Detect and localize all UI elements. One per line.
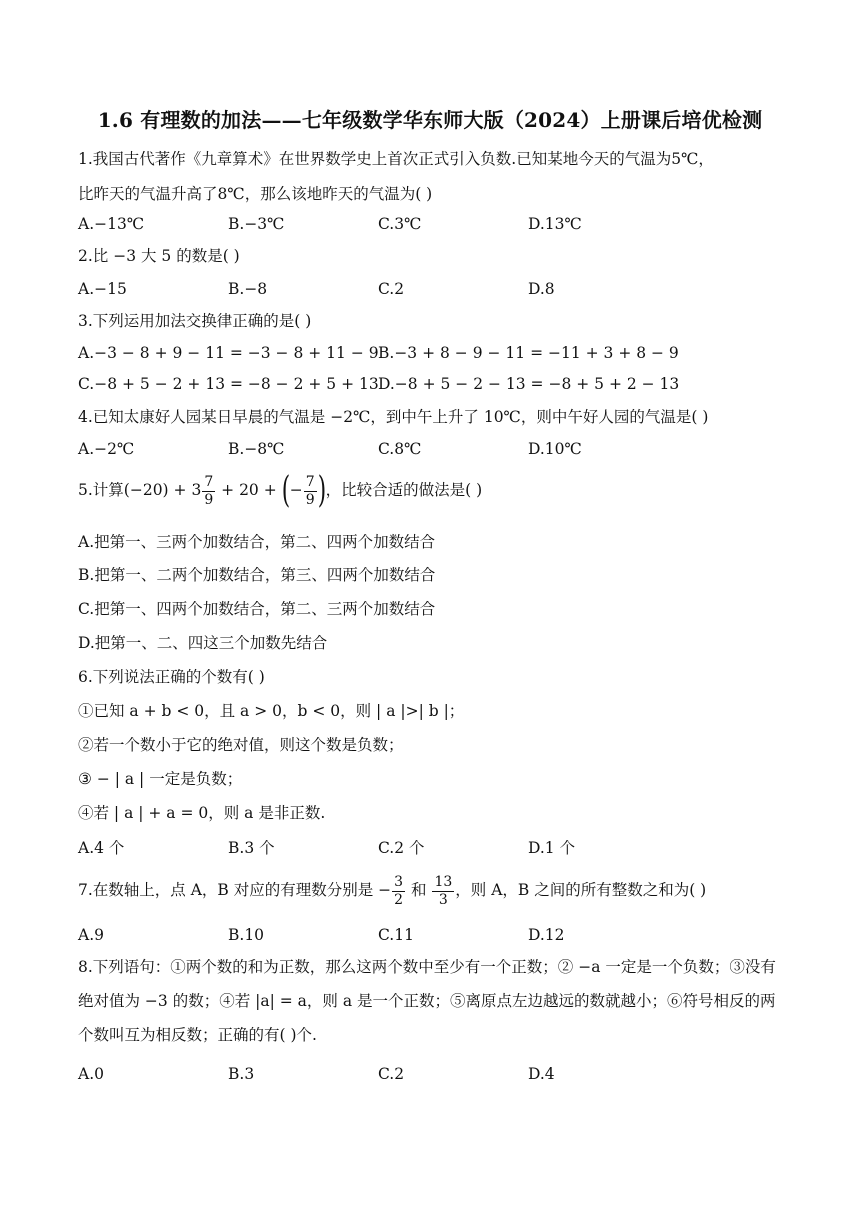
q4-option-c: C.8℃ (378, 440, 422, 458)
q4-option-b: B.−8℃ (228, 440, 285, 458)
q6-option-a: A.4 个 (78, 839, 125, 857)
q5-expr-a: (−20) + 3 (123, 481, 202, 499)
q2-option-d: D.8 (528, 280, 555, 298)
q3-option-c: C.−8 + 5 − 2 + 13 = −8 − 2 + 5 + 13 (78, 375, 379, 393)
q5-option-b: B.把第一、二两个加数结合，第三、四两个加数结合 (78, 566, 436, 584)
q6-item-3: ③ − | a | 一定是负数； (78, 770, 243, 788)
q7-fraction-1-denominator: 2 (394, 891, 404, 908)
q3-stem: 3.下列运用加法交换律正确的是( ) (78, 312, 312, 330)
q3-option-d: D.−8 + 5 − 2 − 13 = −8 + 5 + 2 − 13 (378, 375, 680, 393)
q6-options (78, 837, 798, 859)
page-title: 1.6 有理数的加法——七年级数学华东师大版（2024）上册课后培优检测 (97, 108, 763, 132)
q5-option-a: A.把第一、三两个加数结合，第二、四两个加数结合 (78, 533, 436, 551)
q8-options (78, 1063, 798, 1085)
q6-option-b: B.3 个 (228, 839, 275, 857)
q7-prefix: 7.在数轴上，点 A，B 对应的有理数分别是 − (78, 881, 392, 899)
q8-stem: 8.下列语句：①两个数的和为正数，那么这两个数中至少有一个正数；② −a 一定是一个负数；③没有绝对值为 −3 的数；④若 |a| = a，则 a 是一个正数；⑤离原点左边越远的数就越小；⑥符号相反的两个数叫互为相反数；正确的有( )个. (78, 958, 776, 1044)
q6-option-d: D.1 个 (528, 839, 576, 857)
q5-paren-close: ) (317, 470, 326, 511)
q5-expr-b: + 20 + (216, 481, 282, 499)
q2-option-a: A.−15 (78, 280, 127, 298)
q5-fraction-1-numerator: 7 (204, 473, 214, 490)
q7-fraction-2-denominator: 3 (438, 891, 448, 908)
q5-option-c: C.把第一、四两个加数结合，第二、三两个加数结合 (78, 600, 436, 618)
q3-option-b: B.−3 + 8 − 9 − 11 = −11 + 3 + 8 − 9 (378, 344, 679, 362)
q3-options-row2 (78, 373, 798, 395)
q8-option-a: A.0 (78, 1065, 104, 1083)
q8-option-d: D.4 (528, 1065, 555, 1083)
q5-fraction-1-denominator: 9 (204, 491, 214, 508)
q6-item-2: ②若一个数小于它的绝对值，则这个数是负数； (78, 736, 404, 754)
q3-options-row1 (78, 342, 798, 364)
q1-option-c: C.3℃ (378, 215, 422, 233)
q1-option-d: D.13℃ (528, 215, 582, 233)
q7-fraction-2-numerator: 13 (434, 873, 453, 890)
q1-options (78, 213, 798, 235)
q7-stem (78, 870, 706, 910)
q2-options (78, 278, 798, 300)
q2-stem: 2.比 −3 大 5 的数是( ) (78, 247, 240, 265)
q4-stem: 4.已知太康好人园某日早晨的气温是 −2℃，到中午上升了 10℃，则中午好人园的气温是( ) (78, 408, 709, 426)
q4-option-d: D.10℃ (528, 440, 582, 458)
q2-option-c: C.2 (378, 280, 405, 298)
q7-mid: 和 (406, 881, 432, 899)
q5-stem (78, 470, 482, 511)
q4-option-a: A.−2℃ (78, 440, 135, 458)
q1-stem-line1: 1.我国古代著作《九章算术》在世界数学史上首次正式引入负数.已知某地今天的气温为5℃， (78, 150, 714, 168)
q7-option-b: B.10 (228, 926, 265, 944)
q5-negative-sign: − (289, 481, 303, 499)
q6-item-4: ④若 | a | + a = 0，则 a 是非正数. (78, 804, 326, 822)
q7-fraction-2 (432, 874, 454, 909)
q5-fraction-2 (304, 474, 317, 509)
q7-fraction-1 (392, 874, 405, 909)
q5-paren-open: ( (281, 470, 290, 511)
q8-option-c: C.2 (378, 1065, 405, 1083)
q5-option-d: D.把第一、二、四这三个加数先结合 (78, 634, 328, 652)
q5-suffix: ，比较合适的做法是( ) (325, 481, 483, 499)
q6-item-1: ①已知 a + b < 0，且 a > 0，b < 0，则 | a |>| b |； (78, 702, 465, 720)
q5-fraction-2-denominator: 9 (305, 491, 315, 508)
q7-option-c: C.11 (378, 926, 414, 944)
q1-stem-line2: 比昨天的气温升高了8℃，那么该地昨天的气温为( ) (78, 185, 433, 203)
q2-option-b: B.−8 (228, 280, 268, 298)
q4-options (78, 438, 798, 460)
q7-suffix: ，则 A，B 之间的所有整数之和为( ) (455, 881, 707, 899)
q7-option-d: D.12 (528, 926, 565, 944)
q6-stem: 6.下列说法正确的个数有( ) (78, 668, 265, 686)
q5-fraction-2-numerator: 7 (305, 473, 315, 490)
q1-option-a: A.−13℃ (78, 215, 145, 233)
q8-option-b: B.3 (228, 1065, 255, 1083)
q7-fraction-1-numerator: 3 (394, 873, 404, 890)
q6-option-c: C.2 个 (378, 839, 425, 857)
q5-fraction-1 (202, 474, 215, 509)
q5-prefix: 5.计算 (78, 481, 124, 499)
q7-options (78, 924, 798, 946)
q7-option-a: A.9 (78, 926, 104, 944)
q1-option-b: B.−3℃ (228, 215, 285, 233)
q3-option-a: A.−3 − 8 + 9 − 11 = −3 − 8 + 11 − 9 (78, 344, 379, 362)
